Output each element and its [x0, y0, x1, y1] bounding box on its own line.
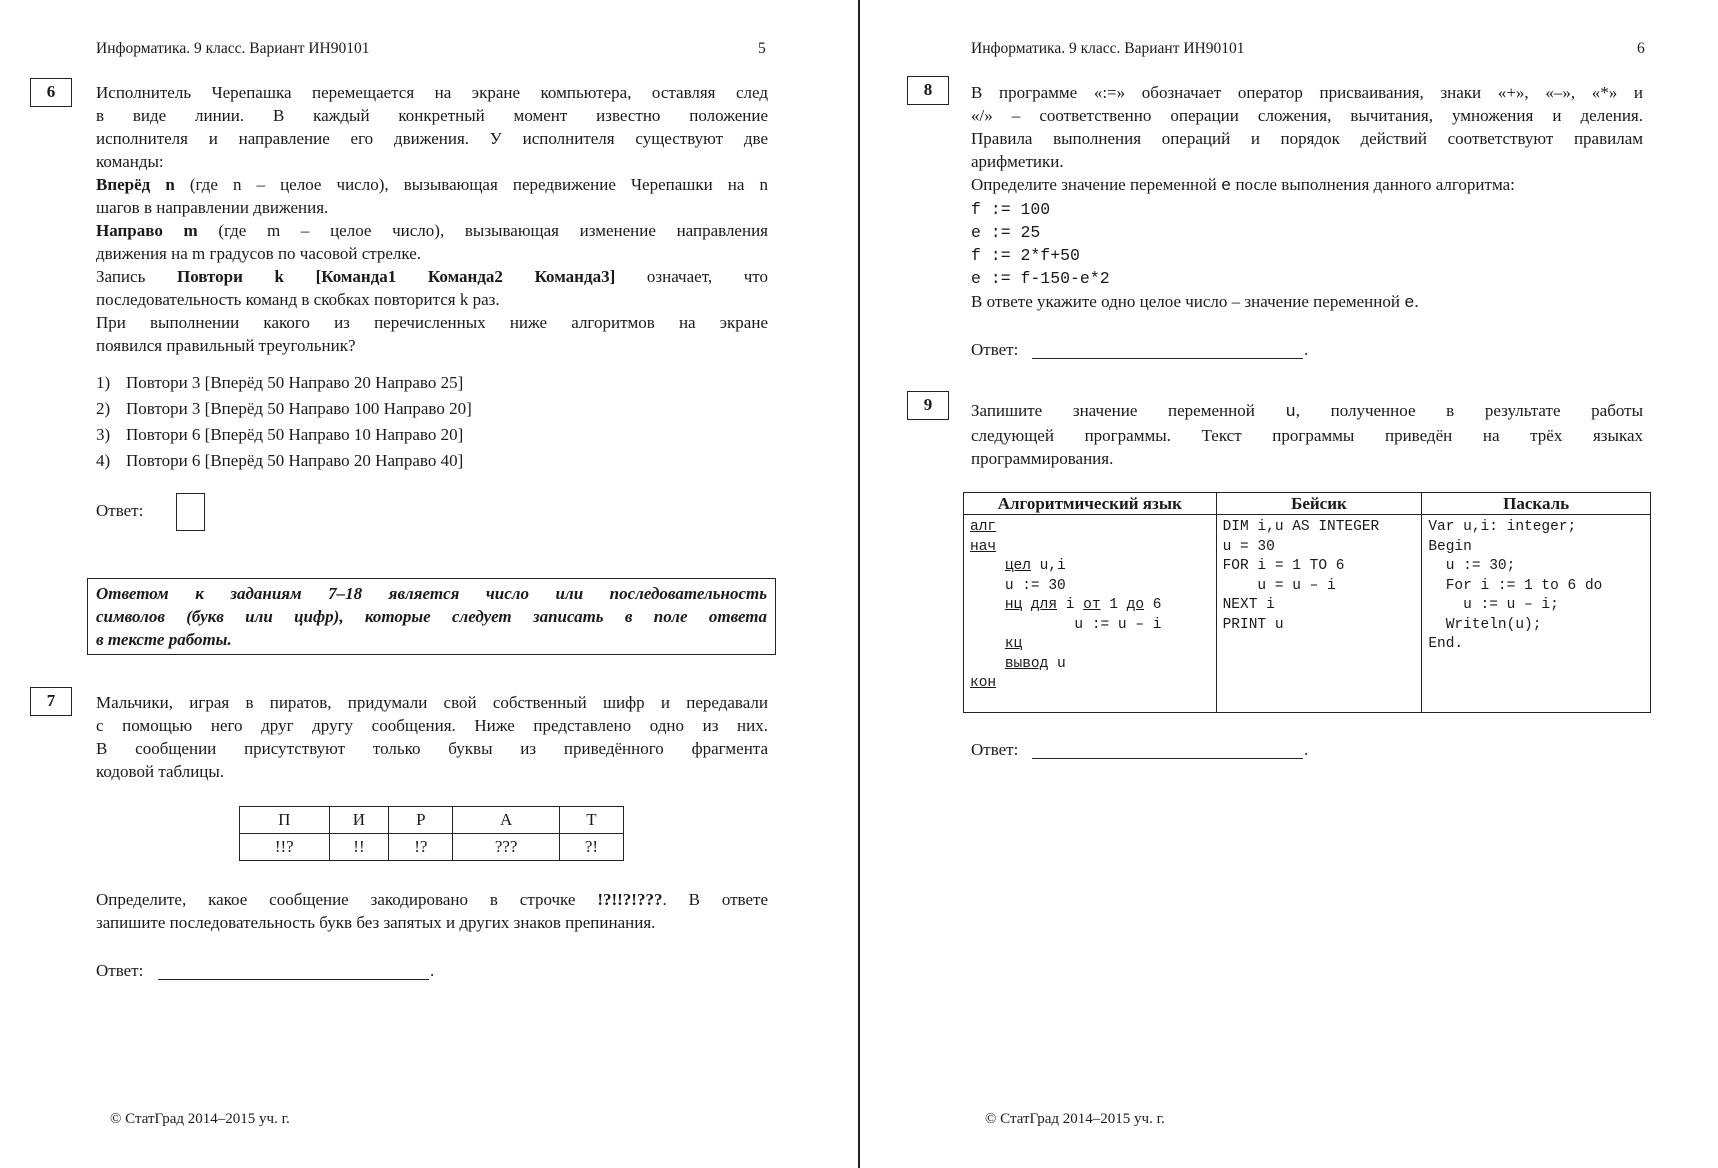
q7-answer-field[interactable]	[158, 979, 429, 980]
determine-pre: Определите значение переменной	[971, 175, 1221, 194]
cipher-letter: Р	[389, 807, 453, 834]
page-number: 5	[758, 40, 766, 57]
q8-code-line: f := 100	[971, 200, 1051, 219]
page-header: Информатика. 9 класс. Вариант ИН90101	[96, 40, 370, 57]
question-number-6: 6	[30, 78, 72, 107]
task-pre: Определите, какое сообщение закодировано в строчке	[96, 890, 598, 909]
repeat-post: означает, что	[615, 267, 768, 286]
q6-answer-label: Ответ:	[96, 501, 144, 520]
decl-vars: u,i	[1030, 558, 1066, 574]
loop-body: u := u – i	[1074, 616, 1162, 633]
kw-tsel: цел	[1004, 558, 1031, 574]
option-number: 3)	[96, 425, 111, 444]
kw-kon: кон	[970, 675, 997, 691]
kw-nach: нач	[970, 538, 997, 555]
cipher-letter: Т	[559, 807, 623, 834]
assign-line: u := 30	[1004, 577, 1066, 594]
note-line: символов (букв или цифр), которые следует записать в поле ответа	[96, 607, 767, 626]
question-number-9: 9	[907, 391, 949, 420]
cipher-code: !!	[329, 834, 389, 861]
q7-task-line2: запишите последовательность букв без запятых и других знаков препинания.	[96, 913, 656, 932]
cipher-table	[239, 806, 624, 861]
option-text: Повтори 6 [Вперёд 50 Направо 10 Направо 20]	[126, 425, 464, 444]
q9-answer-field[interactable]	[1032, 758, 1303, 759]
q7-task-line	[96, 888, 768, 911]
q6-question-line: При выполнении какого из перечисленных ниже алгоритмов на экране	[96, 313, 768, 332]
kw-nts: нц	[1004, 597, 1023, 613]
q7-answer-label: Ответ:	[96, 961, 144, 980]
kw-alg: алг	[970, 519, 997, 535]
q6-answer-box[interactable]	[176, 493, 205, 531]
cipher-letter: И	[329, 807, 389, 834]
q7-line: с помощью него друг другу сообщения. Ниже представлено одно из них.	[96, 716, 768, 735]
note-line: Ответом к заданиям 7–18 является число или последовательность	[96, 584, 767, 603]
cipher-letter: П	[240, 807, 330, 834]
q6-question-line: появился правильный треугольник?	[96, 336, 356, 355]
q8-hint-line	[971, 290, 1643, 315]
page-right	[860, 0, 1718, 1168]
q8-code-line: e := f-150-e*2	[971, 269, 1110, 288]
q6-option-2	[96, 397, 472, 421]
cipher-letter: А	[453, 807, 560, 834]
variable-name: e	[1221, 177, 1232, 196]
q6-cmd1-line	[96, 173, 768, 196]
q7-line: кодовой таблицы.	[96, 762, 225, 781]
q8-answer-label: Ответ:	[971, 340, 1019, 359]
determine-post: после выполнения данного алгоритма:	[1231, 175, 1515, 194]
cmd-forward-desc: (где n – целое число), вызывающая передвижение Черепашки на n	[174, 175, 768, 194]
q7-answer-dot: .	[430, 961, 435, 980]
q8-line: «/» – соответственно операции сложения, вычитания, умножения и деления.	[971, 106, 1643, 125]
q8-code-line: f := 2*f+50	[971, 246, 1080, 265]
cipher-code: ?!	[559, 834, 623, 861]
option-text: Повтори 3 [Вперёд 50 Направо 100 Направо 20]	[126, 399, 472, 418]
cipher-code: !!?	[240, 834, 330, 861]
q7-text	[96, 691, 768, 783]
kw-do: до	[1126, 597, 1145, 613]
q9-line: следующей программы. Текст программы приведён на трёх языках	[971, 426, 1643, 445]
page-footer: © СтатГрад 2014–2015 уч. г.	[110, 1111, 290, 1127]
header-basic: Бейсик	[1216, 493, 1422, 515]
cipher-code: ???	[453, 834, 560, 861]
hint-post: .	[1414, 292, 1419, 311]
cmd-right-desc: (где m – целое число), вызывающая изменение направления	[197, 221, 768, 240]
q7-task	[96, 888, 768, 934]
program-table-body	[964, 515, 1651, 713]
encoded-string: !?!!?!???	[597, 890, 663, 909]
q6-repeat-line	[96, 265, 768, 288]
cmd-right-name: Направо m	[96, 221, 198, 240]
loop-end: 6	[1144, 597, 1162, 613]
variable-name: e	[1404, 294, 1415, 313]
repeat-syntax: Повтори k [Команда1 Команда2 Команда3]	[176, 267, 616, 286]
q6-cmd2-line2: движения на m градусов по часовой стрелке.	[96, 244, 422, 263]
q6-intro-line: в виде линии. В каждый конкретный момент известно положение	[96, 106, 768, 125]
kw-vyvod: вывод	[1004, 655, 1049, 672]
option-number: 2)	[96, 399, 111, 418]
q9-line	[971, 399, 1643, 424]
q9-text-post: , полученное в результате работы	[1295, 401, 1643, 420]
code-algorithmic	[964, 515, 1217, 713]
option-text: Повтори 3 [Вперёд 50 Направо 20 Направо 25]	[126, 373, 464, 392]
question-number-8: 8	[907, 76, 949, 105]
q9-line: программирования.	[971, 449, 1114, 468]
loop-start: 1	[1100, 597, 1127, 613]
code-pascal: Var u,i: integer; Begin u := 30; For i := 1 to 6 do u := u – i; Writeln(u); End.	[1422, 515, 1651, 713]
q8-determine-line	[971, 173, 1643, 198]
q6-cmd1-line2: шагов в направлении движения.	[96, 198, 329, 217]
q6-option-4	[96, 449, 463, 473]
q8-line: арифметики.	[971, 152, 1064, 171]
q6-intro-line: Исполнитель Черепашка перемещается на экране компьютера, оставляя след	[96, 83, 768, 102]
q9-text	[971, 399, 1643, 470]
option-number: 1)	[96, 373, 111, 392]
note-line: в тексте работы.	[96, 630, 232, 649]
header-pascal: Паскаль	[1422, 493, 1651, 515]
kw-ot: от	[1083, 597, 1101, 613]
loop-var: i	[1057, 597, 1084, 613]
task-post: . В ответе	[662, 890, 768, 909]
q6-intro-line: исполнителя и направление его движения. У исполнителя существуют две	[96, 129, 768, 148]
q9-answer-label: Ответ:	[971, 740, 1019, 759]
option-number: 4)	[96, 451, 111, 470]
q8-line: В программе «:=» обозначает оператор присваивания, знаки «+», «–», «*» и	[971, 83, 1643, 102]
repeat-pre: Запись	[96, 267, 177, 286]
page-footer: © СтатГрад 2014–2015 уч. г.	[985, 1111, 1165, 1127]
q8-text	[971, 81, 1643, 315]
page-left	[0, 0, 858, 1168]
option-text: Повтори 6 [Вперёд 50 Направо 20 Направо 40]	[126, 451, 464, 470]
q7-line: В сообщении присутствуют только буквы из приведённого фрагмента	[96, 739, 768, 758]
question-number-7: 7	[30, 687, 72, 716]
kw-kts: кц	[1004, 636, 1023, 652]
q6-intro-line: команды:	[96, 152, 164, 171]
q8-line: Правила выполнения операций и порядок действий соответствуют правилам	[971, 129, 1643, 148]
cipher-codes-row	[240, 834, 624, 861]
cmd-forward-name: Вперёд n	[96, 175, 175, 194]
cipher-letters-row	[240, 807, 624, 834]
instruction-note	[87, 578, 776, 655]
header-algorithmic: Алгоритмический язык	[964, 493, 1217, 515]
output-var: u	[1048, 655, 1066, 672]
code-basic: DIM i,u AS INTEGER u = 30 FOR i = 1 TO 6 u = u – i NEXT i PRINT u	[1216, 515, 1422, 713]
program-table	[963, 492, 1651, 713]
page-number: 6	[1637, 40, 1645, 57]
q6-option-3	[96, 423, 463, 447]
q8-answer-dot: .	[1304, 340, 1309, 359]
q8-answer-field[interactable]	[1032, 358, 1303, 359]
program-table-header	[964, 493, 1651, 515]
hint-pre: В ответе укажите одно целое число – значение переменной	[971, 292, 1405, 311]
q8-code-line: e := 25	[971, 223, 1041, 242]
q6-repeat-line2: последовательность команд в скобках повторится k раз.	[96, 290, 500, 309]
q6-cmd2-line	[96, 219, 768, 242]
q9-answer-dot: .	[1304, 740, 1309, 759]
variable-name: u	[1285, 403, 1296, 422]
q6-option-1	[96, 371, 463, 395]
cipher-code: !?	[389, 834, 453, 861]
q7-line: Мальчики, играя в пиратов, придумали свой собственный шифр и передавали	[96, 693, 768, 712]
kw-dlya: для	[1030, 597, 1058, 613]
q6-text	[96, 81, 768, 357]
q9-text-pre: Запишите значение переменной	[971, 401, 1286, 420]
page-header: Информатика. 9 класс. Вариант ИН90101	[971, 40, 1245, 57]
